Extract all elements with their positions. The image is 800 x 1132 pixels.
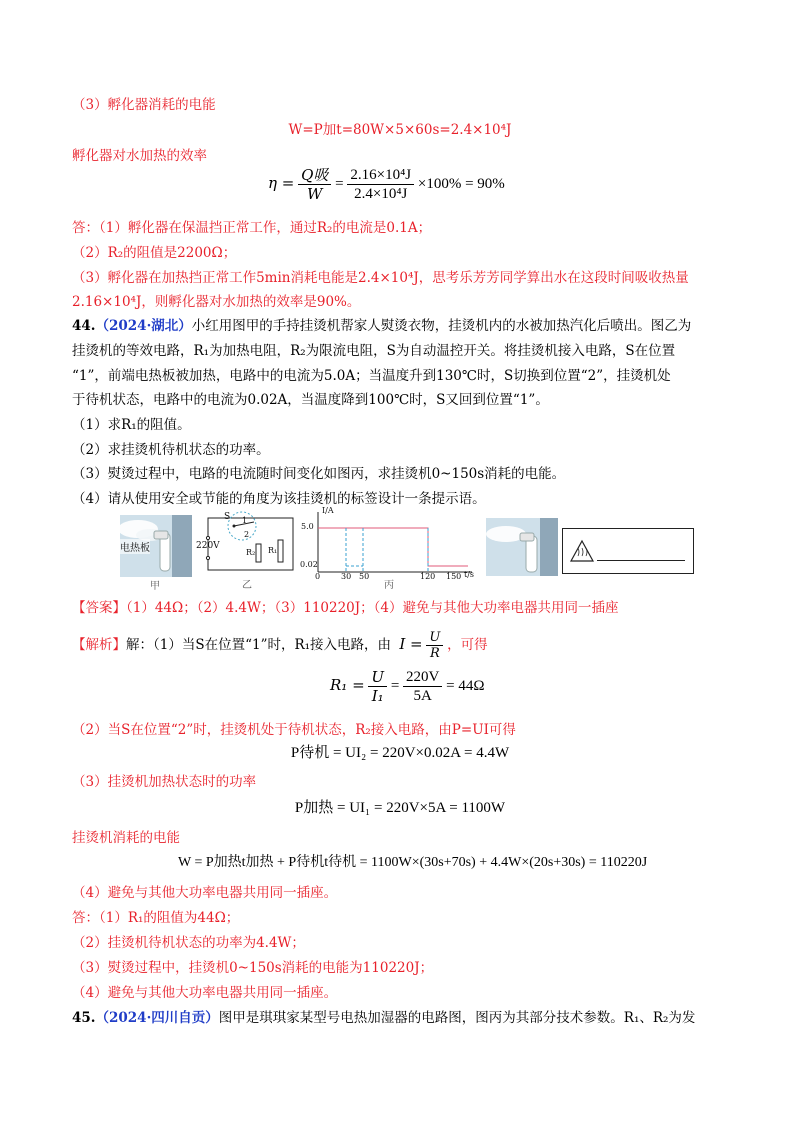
q44-sub-3: （3）熨烫过程中，电路的电流随时间变化如图丙，求挂烫机0~150s消耗的电能。 [72,466,566,482]
s43-efficiency-heading: 孵化器对水加热的效率 [72,148,207,164]
graph-x-axis-label: t/s [464,570,475,579]
eq1-den-1: I₁ [371,687,384,705]
answer-line [72,598,619,618]
graph-xtick-50: 50 [359,572,370,581]
graph-xtick-30: 30 [341,572,352,581]
figure-bing-graph [300,508,480,592]
analysis-line-4: 挂烫机消耗的电能 [72,830,180,846]
bing-label: 丙 [384,580,394,591]
q44-line-4: 于待机状态，电路中的电流为0.02A，当温度降到100℃时，S又回到位置“1”。 [72,392,549,408]
eff-w: W [307,185,323,203]
ohm-law-formula [399,630,447,661]
graph-ytick-002: 0.02 [300,560,318,569]
eq1-rhs: = 44Ω [446,677,485,694]
eq1-num-2: 220V [403,668,442,687]
q45-number: 45. [72,1010,96,1026]
final-answer-2: （2）挂烫机待机状态的功率为4.4W； [72,935,305,951]
warning-label-box [562,528,694,574]
eq1-num-1: U [368,668,387,687]
q44-sub-4: （4）请从使用安全或节能的角度为该挂烫机的标签设计一条提示语。 [72,491,486,507]
answer-tag: 【答案】 [72,600,126,616]
q44-line-3: “1”，前端电热板被加热，电路中的电流为5.0A；当温度升到130℃时，S切换到位置“2”，挂烫机处 [72,368,671,384]
graph-xtick-150: 150 [446,572,462,581]
eq-heating-power: P加热 = UI₁ = 220V×5A = 1100W [294,800,506,816]
warning-triangle-icon [569,539,595,563]
eff-num: 2.16×10⁴J [347,166,414,185]
final-answer-4: （4）避免与其他大功率电器共用同一插座。 [72,985,338,1001]
steamer-photo-2-image [486,518,558,576]
q45-source-tag: （2024·四川自贡） [95,1010,219,1026]
analysis-tag: 【解析】 [72,636,126,653]
analysis-line-1 [72,630,488,661]
warning-blank-line [597,560,685,561]
graph-xtick-120: 120 [420,572,436,581]
switch-pos-2: 2 [244,530,250,539]
eq-standby-power: P待机 = UI₂ = 220V×0.02A = 4.4W [290,745,510,761]
r2-label: R₂ [246,548,256,557]
s43-answer-3a: （3）孵化器在加热挡正常工作5min消耗电能是2.4×10⁴J，思考乐芳芳同学算出水在这段时间吸收热量 [72,270,689,286]
graph-ytick-5: 5.0 [301,522,314,531]
graph-xtick-0: 0 [315,572,321,581]
current-time-graph [300,508,480,582]
q44-source-tag: （2024·湖北） [95,318,192,334]
figure-yi-circuit [198,508,298,590]
eff-frac-2 [347,166,414,203]
analysis-line-3: （3）挂烫机加热状态时的功率 [72,774,257,790]
q44-sub-1: （1）求R₁的阻值。 [72,417,191,433]
s43-efficiency-formula: η = $\frac{\text{Q吸}}{W}$ = $\frac{\text{2.16×10⁴J}}{\text{2.4×10⁴J}}$ ×100% = 90% [268,166,505,203]
q44-sub-2: （2）求挂烫机待机状态的功率。 [72,442,270,458]
steamer-photo-2 [486,518,558,578]
plate-label: 电热板 [120,539,150,554]
final-answer-3: （3）熨烫过程中，挂烫机0~150s消耗的电能为110220J； [72,960,434,976]
s43-answer-3b: 2.16×10⁴J，则孵化器对水加热的效率是90%。 [72,294,361,310]
ohm-frac [426,630,443,661]
eff-q: Q吸 [298,166,331,185]
s43-energy-equation: W=P加t=80W×5×60s=2.4×10⁴J [288,122,512,138]
eq1-frac-2 [403,668,442,705]
eq1-mid: = [390,677,400,694]
eq1-den-2: 5A [413,688,432,704]
switch-pos-1: 1 [242,516,248,525]
eff-rhs: ×100% = 90% [417,175,505,192]
s43-part3-heading: （3）孵化器消耗的电能 [72,97,216,113]
eq-energy: W = P加热t加热 + P待机t待机 = 1100W×(30s+70s) + 4.4W×(20s+30s) = 110220J [178,855,648,870]
s43-answer-1: 答：（1）孵化器在保温挡正常工作，通过R₂的电流是0.1A； [72,220,432,236]
final-answer-1: 答：（1）R₁的阻值为44Ω； [72,910,240,926]
yi-label: 乙 [242,580,252,591]
q44-line-2: 挂烫机的等效电路，R₁为加热电阻，R₂为限流电阻，S为自动温控开关。将挂烫机接入电路，S在位置 [72,343,676,359]
q44-text-1: 小红用图甲的手持挂烫机帮家人熨烫衣物，挂烫机内的水被加热汽化后喷出。图乙为 [191,318,692,334]
figure-jia [120,515,192,590]
q45-line-1 [72,1008,695,1028]
analysis-text-1: 解：（1）当S在位置“1”时，R₁接入电路，由 [126,636,392,653]
switch-s-label: S [224,512,231,522]
analysis-line-2: （2）当S在位置“2”时，挂烫机处于待机状态，R₂接入电路，由P=UI可得 [72,722,516,738]
r1-label: R₁ [268,546,278,555]
ohm-num: U [426,630,443,646]
ohm-den: R [429,646,440,661]
q45-text-1: 图甲是琪琪家某型号电热加湿器的电路图，图丙为其部分技术参数。R₁、R₂为发 [218,1010,696,1026]
jia-label: 甲 [150,581,160,592]
answer-text: （1）44Ω；（2）4.4W；（3）110220J；（4）避免与其他大功率电器共用同一插座 [126,600,619,616]
s43-answer-2: （2）R₂的阻值是2200Ω； [72,245,237,261]
analysis-text-1-tail: ，可得 [447,636,488,653]
eff-frac-1 [298,166,331,203]
eq-r1 [330,668,484,705]
eff-den: 2.4×10⁴J [354,186,408,202]
q44-line-1 [72,316,691,336]
eff-lhs: η = [268,173,295,192]
eq1-frac-1 [368,668,387,705]
ohm-lhs: I = [399,634,423,653]
q44-number: 44. [72,318,96,334]
source-voltage: 220V [196,541,220,551]
graph-y-axis-label: I/A [322,506,334,515]
analysis-line-5: （4）避免与其他大功率电器共用同一插座。 [72,885,338,901]
eq1-lhs: R₁ = [330,675,365,694]
